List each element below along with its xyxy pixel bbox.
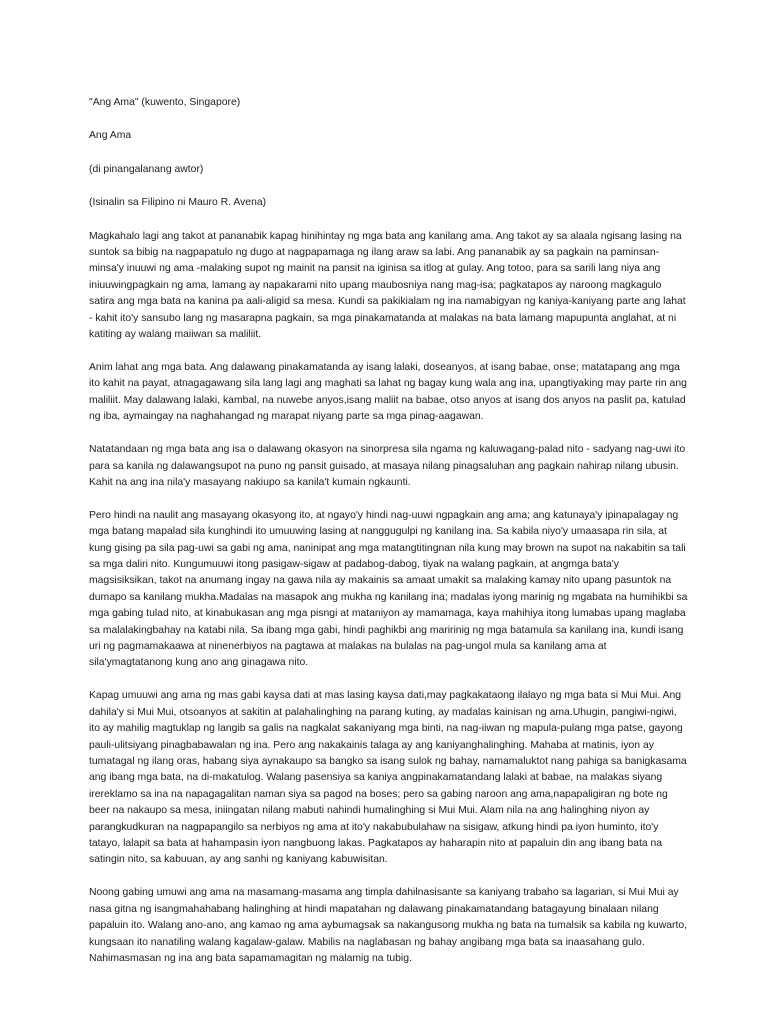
paragraph: Noong gabing umuwi ang ama na masamang-masama ang timpla dahilnasisante sa kaniyang trabaho sa lagarian, si Mui Mui ay nasa gitna ng isangmahahabang halinghing at hindi mapatahan ng dalawang pinakamatandang batagayung binalaan nilang papaluin ito. Walang ano-ano, ang kamao ng ama aybumagsak sa nakangusong mukha ng bata na tumalsik sa kabila ng kuwarto, kungsaan ito nanatiling walang kagalaw-galaw. Mabilis na naglabasan ng bahay angibang mga bata sa inaasahang gulo. Nahimasmasan ng ina ang bata sapamamagitan ng malamig na tubig. xyxy=(89,887,688,964)
paragraph: Pero hindi na naulit ang masayang okasyong ito, at ngayo'y hindi nag-uuwi ngpagkain ang ama; ang katunaya'y ipinapalagay ng mga batang mapalad sila kunghindi ito umuuwing lasing at nanggugulpi ng kanilang ina. Sa kabila niyo'y umaasapa rin sila, at kung gising pa sila pag-uwi sa gabi ng ama, naninipat ang mga matangtitingnan nila kung may brown na supot na nakabitin sa tali sa mga daliri nito. Kungumuuwi itong pasigaw-sigaw at padabog-dabog, tiyak na walang pagkain, at angmga bata'y magsisiksikan, takot na anumang ingay na gawa nila ay makainis sa amaat umakit sa malaking kamay nito upang pasuntok na dumapo sa kanilang mukha.Madalas na masapok ang mukha ng kanilang ina; madalas iyong marinig ng mgabata na humihikbi sa mga gabing tulad nito, at kinabukasan ang mga pisngi at mataniyon ay mamamaga, kaya mahihiya itong lumabas upang maglaba sa malalakingbahay na katabi nila. Sa ibang mga gabi, hindi paghikbi ang maririnig ng mga batamula sa kanilang ina, kundi isang uri ng pagmamakaawa at ninenerbiyos na pagtawa at malakas na bulalas na pag-ungol mula sa kanilang ama at sila'ymagtatanong kung ano ang ginagawa nito. xyxy=(89,509,688,669)
author-note: (di pinangalanang awtor) xyxy=(89,163,204,175)
document-title-line: "Ang Ama" (kuwento, Singapore) xyxy=(89,97,241,108)
paragraph: Magkahalo lagi ang takot at pananabik kapag hinihintay ng mga bata ang kanilang ama. Ang takot ay sa alaala ngisang lasing na suntok sa bibig na nagpapatulo ng dugo at nagpapamaga ng ilang araw sa labi. Ang pananabik ay sa pagkain na paminsan-minsa'y inuuwi ng ama -malaking supot ng mainit na pansit na iginisa sa itlog at gulay. Ang totoo, para sa sarili lang niya ang iniuuwingpagkain ng ama, lamang ay napakarami nito upang maubosniya nang mag-isa; pagkatapos ay naroong magkagulo satira ang mga bata na kanina pa aali-aligid sa mesa. Kundi sa pakikialam ng ina namabigyan ng kaniya-kaniyang parte ang lahat - kahit ito'y sansubo lang ng masarapna pagkain, sa mga pinakamatanda at malakas na bata lamang mapupunta anglahat, at ni katiting ay walang maiiwan sa maliliit. xyxy=(89,230,686,341)
document-subtitle: Ang Ama xyxy=(89,130,132,142)
paragraph: Anim lahat ang mga bata. Ang dalawang pinakamatanda ay isang lalaki, doseanyos, at isang babae, onse; matatapang ang mga ito kahit na payat, atnagagawang sila lang lagi ang maghati sa lahat ng bagay kung wala ang ina, upangtiyaking may parte rin ang maliliit. May dalawang lalaki, kambal, na nuwebe anyos,isang maliit na babae, otso anyos at isang dos anyos na paslit pa, katulad ng iba, aymaingay na naghahangad ng marapat niyang parte sa mga pinag-aagawan. xyxy=(89,361,687,423)
translator-note: (Isinalin sa Filipino ni Mauro R. Avena) xyxy=(89,197,267,209)
paragraph: Kapag umuuwi ang ama ng mas gabi kaysa dati at mas lasing kaysa dati,may pagkakataong ilalayo ng mga bata si Mui Mui. Ang dahila'y si Mui Mui, otsoanyos at sakitin at palahalinghing na parang kuting, ay madalas kainisan ng ama.Uhugin, pangiwi-ngiwi, ito ay mahilig magtuklap ng langib sa galis na nagkalat sakaniyang mga binti, na nag-iiwan ng mapula-pulang mga patse, gayong pauli-ulitsiyang pinagbabawalan ng ina. Pero ang nakakainis talaga ay ang kaniyanghalinghing. Mahaba at matinis, iyon ay tumatagal ng ilang oras, habang siya aynakaupo sa bangko sa isang sulok ng bahay, namamaluktot nang pahiga sa banigkasama ang ibang mga bata, na di-makatulog. Walang pasensiya sa kaniya angpinakamatandang lalaki at babae, na malakas siyang irereklamo sa ina na napagagalitan naman siya sa pagod na boses; pero sa gabing naroon ang ama,napapaligiran ng bote ng beer na nakaupo sa mesa, iniingatan nilang mabuti nahindi humalinghing si Mui Mui. Alam nila na ang halinghing niyon ay parangkudkuran na nagpapangilo sa nerbiyos ng ama at ito'y nakabubulahaw na sisigaw, atkung hindi pa iyon huminto, ito'y tatayo, lalapit sa bata at hahampasin iyon nangbuong lakas. Pagkatapos ay haharapin nito at papaluin din ang ibang bata na satingin nito, sa kabuuan, ay ang sanhi ng kaniyang kabuwisitan. xyxy=(89,690,687,866)
paragraph: Natatandaan ng mga bata ang isa o dalawang okasyon na sinorpresa sila ngama ng kaluwagang-palad nito - sadyang nag-uwi ito para sa kanila ng dalawangsupot na puno ng pansit guisado, at masaya nilang pinagsaluhan ang pagkain nahirap nilang ubusin. Kahit na ang ina nila'y masayang nakiupo sa kanila't kumain ngkaunti. xyxy=(89,444,686,488)
